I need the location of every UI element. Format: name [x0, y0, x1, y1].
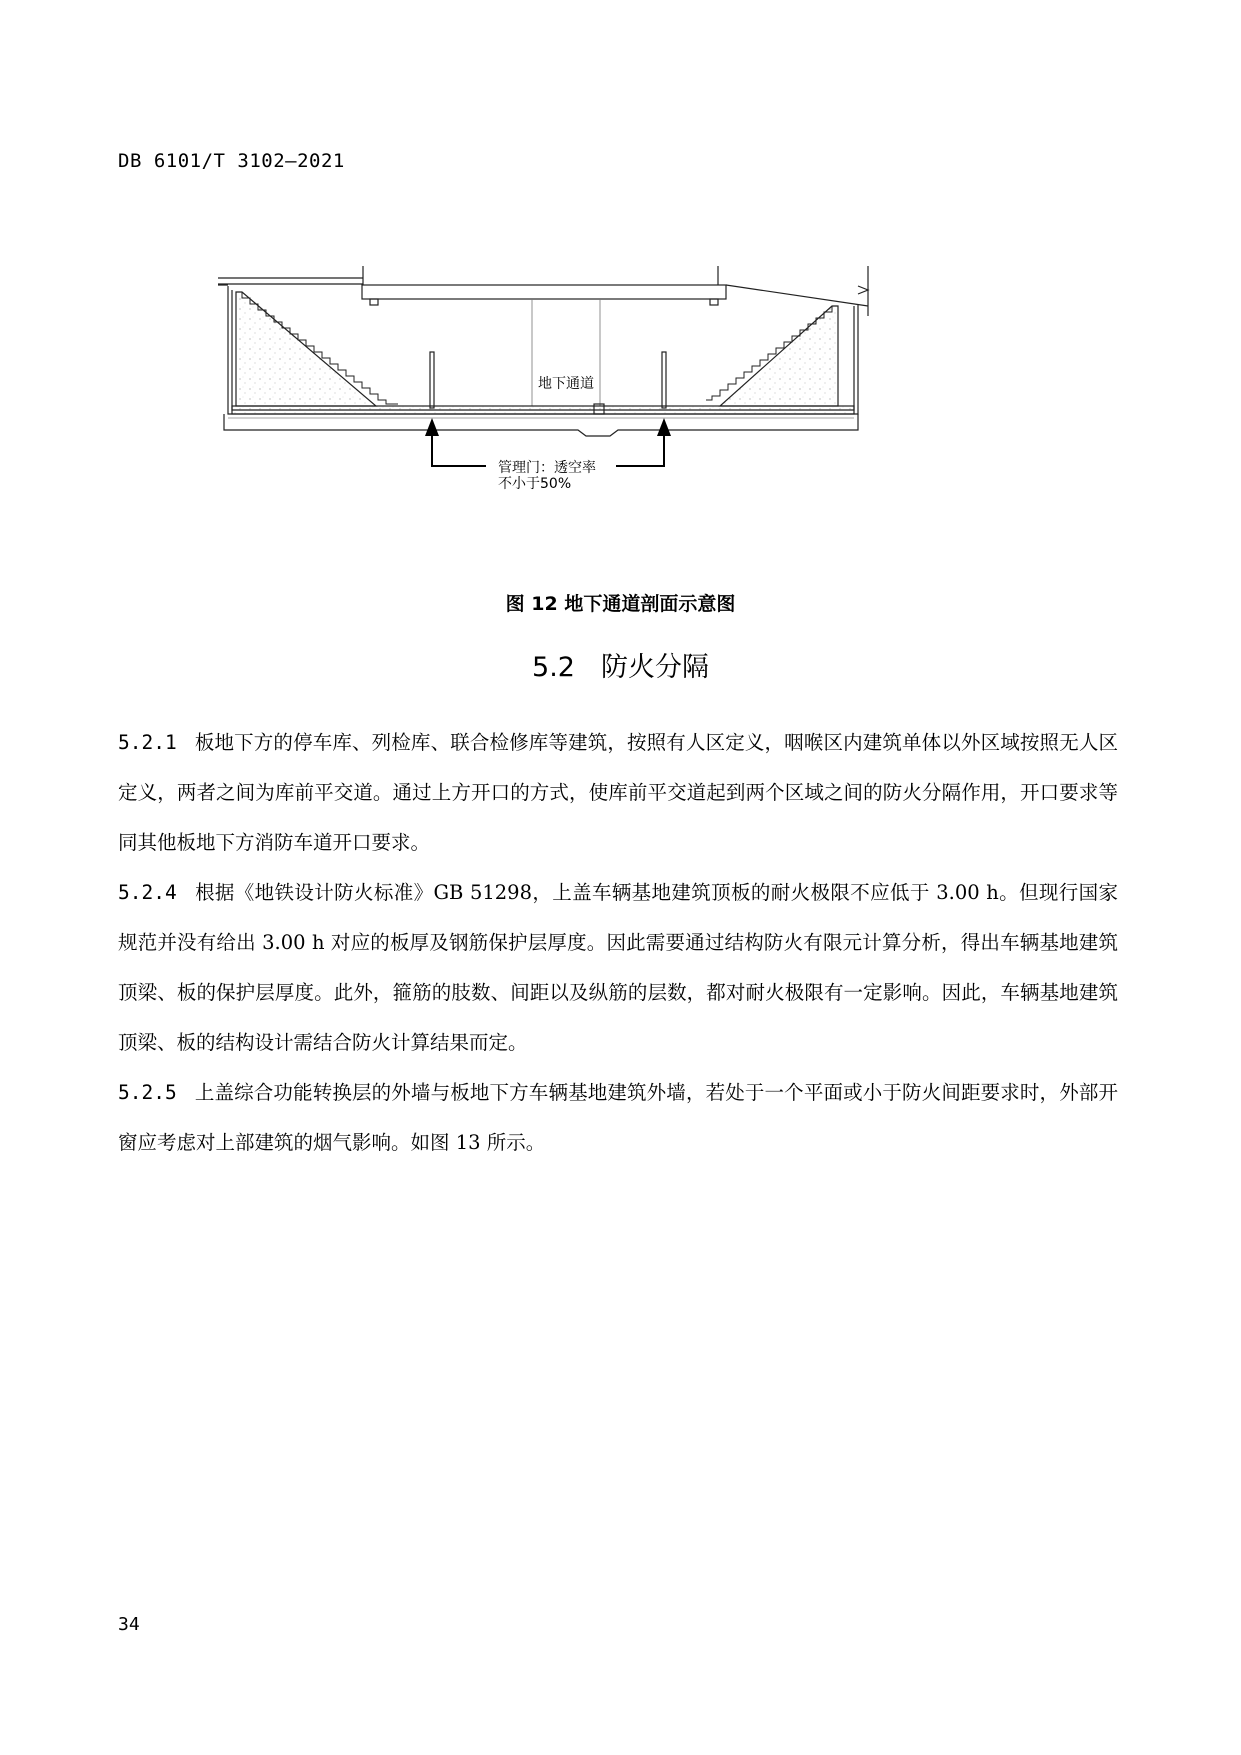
section-heading — [0, 645, 1241, 684]
clause-number: 5.2.1 — [118, 731, 177, 754]
figure-caption: 图 12 地下通道剖面示意图 — [505, 593, 736, 615]
underground-passage-section-diagram — [218, 266, 978, 566]
section-drawing — [218, 266, 978, 566]
paragraph-5-2-4 — [118, 868, 1118, 1068]
paragraph-5-2-5 — [118, 1068, 1118, 1168]
paragraph-text: 上盖综合功能转换层的外墙与板地下方车辆基地建筑外墙，若处于一个平面或小于防火间距要求时，外部开窗应考虑对上部建筑的烟气影响。如图 13 所示。 — [118, 1081, 1118, 1154]
clause-number: 5.2.4 — [118, 881, 177, 904]
clause-number: 5.2.5 — [118, 1081, 177, 1104]
gate-label-line1: 管理门：透空率 — [498, 460, 596, 476]
page-number: 34 — [118, 1614, 140, 1635]
section-title-text: 防火分隔 — [600, 652, 709, 683]
paragraph-text: 根据《地铁设计防火标准》GB 51298，上盖车辆基地建筑顶板的耐火极限不应低于 3.00 h。但现行国家规范并没有给出 3.00 h 对应的板厚及钢筋保护层厚度。因此需要通过结构防火有限元计算分析，得出车辆基地建筑顶梁、板的保护层厚度。此外，箍筋的肢数、间距以及纵筋的层数，都对耐火极限有一定影响。因此，车辆基地建筑顶梁、板的结构设计需结合防火计算结果而定。 — [118, 881, 1118, 1054]
body-text — [118, 718, 1118, 1168]
paragraph-5-2-1 — [118, 718, 1118, 868]
passage-label: 地下通道 — [538, 376, 594, 392]
paragraph-text: 板地下方的停车库、列检库、联合检修库等建筑，按照有人区定义，咽喉区内建筑单体以外区域按照无人区定义，两者之间为库前平交道。通过上方开口的方式，使库前平交道起到两个区域之间的防火分隔作用，开口要求等同其他板地下方消防车道开口要求。 — [118, 731, 1118, 854]
gate-label-line2: 不小于50% — [498, 476, 572, 492]
section-number: 5.2 — [532, 652, 575, 683]
document-code: DB 6101/T 3102—2021 — [118, 150, 345, 172]
